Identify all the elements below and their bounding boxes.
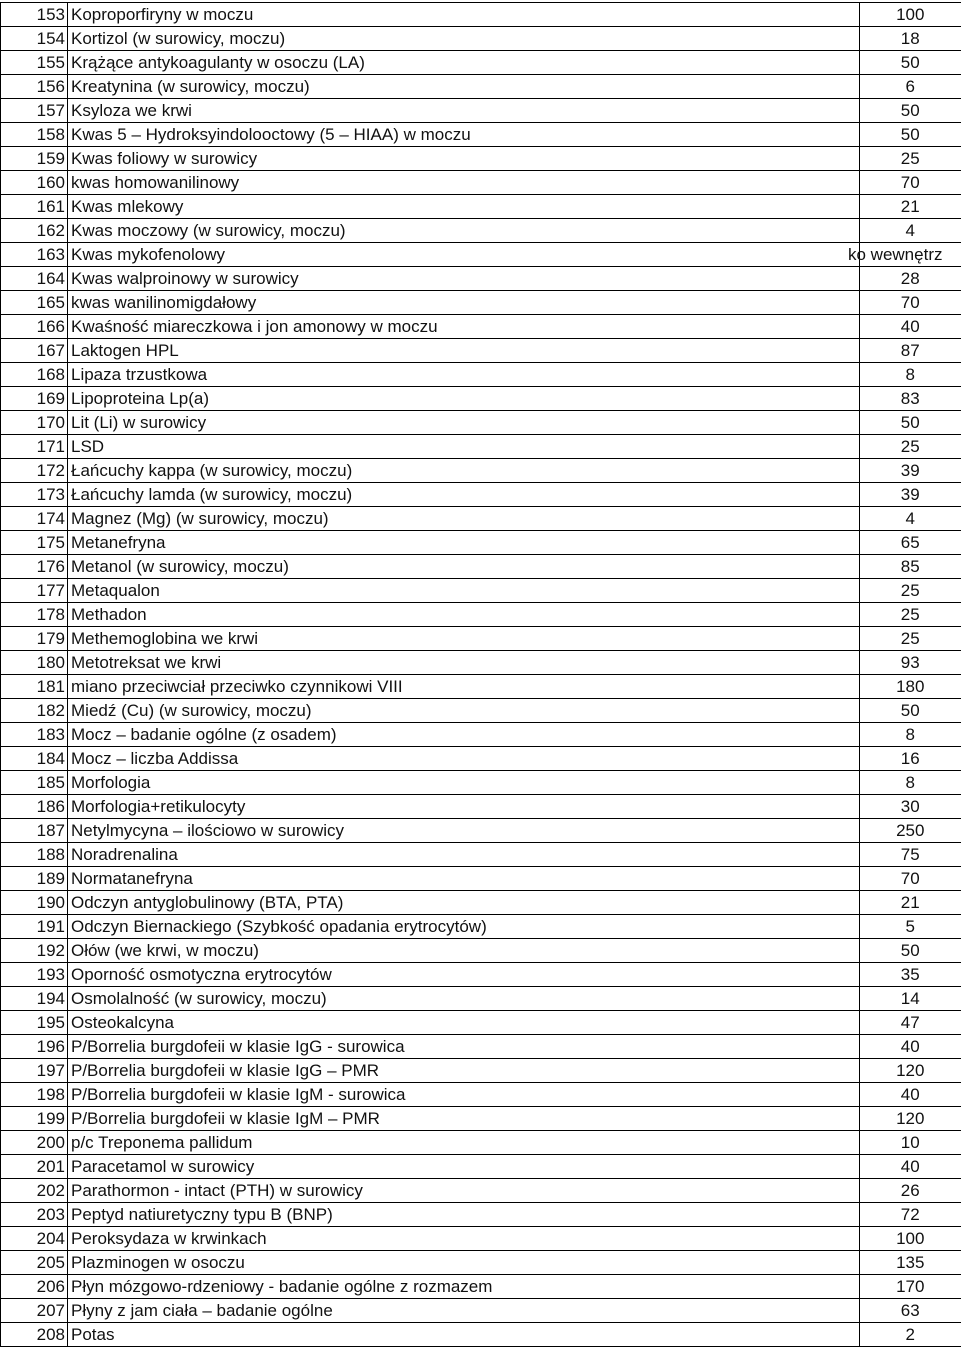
test-price — [860, 219, 961, 243]
test-price — [860, 1275, 961, 1299]
test-price — [860, 987, 961, 1011]
test-price — [860, 891, 961, 915]
test-name: Methemoglobina we krwi — [68, 627, 860, 651]
test-price-text: 50 — [900, 413, 920, 432]
test-price — [860, 747, 961, 771]
test-price-text: 25 — [900, 149, 920, 168]
test-price-text: 72 — [900, 1205, 920, 1224]
table-row — [1, 1179, 961, 1203]
row-number: 205 — [1, 1251, 68, 1275]
test-name: Paracetamol w surowicy — [68, 1155, 860, 1179]
test-price-text: 100 — [896, 5, 925, 24]
test-name: LSD — [68, 435, 860, 459]
test-name: P/Borrelia burgdofeii w klasie IgG - surowica — [68, 1035, 860, 1059]
table-row — [1, 723, 961, 747]
row-number: 161 — [1, 195, 68, 219]
table-row — [1, 699, 961, 723]
test-price — [860, 843, 961, 867]
table-row — [1, 675, 961, 699]
row-number: 165 — [1, 291, 68, 315]
test-price — [860, 867, 961, 891]
test-price — [860, 651, 961, 675]
row-number: 156 — [1, 75, 68, 99]
table-row — [1, 219, 961, 243]
row-number: 177 — [1, 579, 68, 603]
test-price — [860, 51, 961, 75]
test-price-text: 50 — [900, 53, 920, 72]
table-row — [1, 1083, 961, 1107]
test-price-text: 87 — [900, 341, 920, 360]
table-row — [1, 795, 961, 819]
test-name: Kwaśność miareczkowa i jon amonowy w moczu — [68, 315, 860, 339]
row-number: 162 — [1, 219, 68, 243]
table-row — [1, 99, 961, 123]
test-price-text: 47 — [900, 1013, 920, 1032]
test-price — [860, 459, 961, 483]
test-price-text: 250 — [896, 821, 925, 840]
test-name: Kreatynina (w surowicy, moczu) — [68, 75, 860, 99]
row-number: 169 — [1, 387, 68, 411]
row-number: 199 — [1, 1107, 68, 1131]
test-name: Metanefryna — [68, 531, 860, 555]
test-price-text: 40 — [900, 1157, 920, 1176]
test-price — [860, 363, 961, 387]
test-name: Noradrenalina — [68, 843, 860, 867]
table-row — [1, 51, 961, 75]
table-row — [1, 867, 961, 891]
test-name: Morfologia — [68, 771, 860, 795]
table-row — [1, 363, 961, 387]
table-row — [1, 483, 961, 507]
test-name: Lipoproteina Lp(a) — [68, 387, 860, 411]
row-number: 174 — [1, 507, 68, 531]
table-row — [1, 1035, 961, 1059]
test-price — [860, 939, 961, 963]
test-price-text: 25 — [900, 605, 920, 624]
row-number: 153 — [1, 3, 68, 27]
test-price — [848, 243, 961, 267]
test-price-text: 70 — [900, 869, 920, 888]
test-price — [860, 1203, 961, 1227]
test-name: Ksyloza we krwi — [68, 99, 860, 123]
test-price-text: 75 — [900, 845, 920, 864]
table-row — [1, 243, 961, 267]
row-number: 166 — [1, 315, 68, 339]
test-price-text: 93 — [900, 653, 920, 672]
table-row — [1, 507, 961, 531]
test-price — [860, 1011, 961, 1035]
test-price-text: 25 — [900, 629, 920, 648]
test-price-text: 25 — [900, 437, 920, 456]
test-price — [860, 1035, 961, 1059]
test-price — [860, 1083, 961, 1107]
test-price-text: 70 — [900, 173, 920, 192]
test-name: Miedź (Cu) (w surowicy, moczu) — [68, 699, 860, 723]
table-row — [1, 891, 961, 915]
row-number: 208 — [1, 1323, 68, 1347]
table-row — [1, 1059, 961, 1083]
row-number: 164 — [1, 267, 68, 291]
test-price — [860, 603, 961, 627]
row-number: 189 — [1, 867, 68, 891]
row-number: 184 — [1, 747, 68, 771]
test-price-text: 26 — [900, 1181, 920, 1200]
test-price — [860, 3, 961, 27]
test-price-text: 39 — [900, 485, 920, 504]
test-price-text: 85 — [900, 557, 920, 576]
test-price-text: 16 — [900, 749, 920, 768]
test-price — [860, 723, 961, 747]
test-price-text: 40 — [900, 1085, 920, 1104]
test-price — [860, 435, 961, 459]
test-name: Metanol (w surowicy, moczu) — [68, 555, 860, 579]
test-price-text: 170 — [896, 1277, 925, 1296]
table-row — [1, 555, 961, 579]
row-number: 159 — [1, 147, 68, 171]
row-number: 179 — [1, 627, 68, 651]
test-name: Methadon — [68, 603, 860, 627]
table-row — [1, 411, 961, 435]
test-price-text: 63 — [900, 1301, 920, 1320]
test-name: Płyny z jam ciała – badanie ogólne — [68, 1299, 860, 1323]
row-number: 203 — [1, 1203, 68, 1227]
test-price-text: 18 — [900, 29, 920, 48]
test-price-text: 40 — [900, 317, 920, 336]
row-number: 157 — [1, 99, 68, 123]
test-price — [860, 507, 961, 531]
table-row — [1, 1107, 961, 1131]
row-number: 186 — [1, 795, 68, 819]
price-table — [0, 2, 961, 1347]
test-name: Koproporfiryny w moczu — [68, 3, 860, 27]
test-price — [860, 315, 961, 339]
test-name: kwas homowanilinowy — [68, 171, 860, 195]
test-name: miano przeciwciał przeciwko czynnikowi VIII — [68, 675, 860, 699]
test-price — [860, 147, 961, 171]
row-number: 183 — [1, 723, 68, 747]
test-price-text: 70 — [900, 293, 920, 312]
test-price — [860, 195, 961, 219]
row-number: 182 — [1, 699, 68, 723]
test-price — [860, 963, 961, 987]
test-price — [860, 795, 961, 819]
test-price — [860, 75, 961, 99]
test-price-text: 40 — [900, 1037, 920, 1056]
table-row — [1, 339, 961, 363]
test-name: P/Borrelia burgdofeii w klasie IgM - surowica — [68, 1083, 860, 1107]
test-price — [860, 1251, 961, 1275]
test-name: Mocz – badanie ogólne (z osadem) — [68, 723, 860, 747]
table-row — [1, 747, 961, 771]
test-name: Płyn mózgowo-rdzeniowy - badanie ogólne z rozmazem — [68, 1275, 860, 1299]
test-name: Osteokalcyna — [68, 1011, 860, 1035]
row-number: 195 — [1, 1011, 68, 1035]
table-row — [1, 1131, 961, 1155]
test-price — [860, 579, 961, 603]
test-name: P/Borrelia burgdofeii w klasie IgG – PMR — [68, 1059, 860, 1083]
test-name: Kwas moczowy (w surowicy, moczu) — [68, 219, 860, 243]
test-name: Łańcuchy kappa (w surowicy, moczu) — [68, 459, 860, 483]
test-price — [860, 1155, 961, 1179]
test-price — [860, 1179, 961, 1203]
row-number: 204 — [1, 1227, 68, 1251]
table-row — [1, 651, 961, 675]
row-number: 206 — [1, 1275, 68, 1299]
row-number: 196 — [1, 1035, 68, 1059]
test-price — [860, 1299, 961, 1323]
test-name: Odczyn Biernackiego (Szybkość opadania erytrocytów) — [68, 915, 860, 939]
row-number: 188 — [1, 843, 68, 867]
test-price-text: 50 — [900, 701, 920, 720]
test-name: Mocz – liczba Addissa — [68, 747, 860, 771]
test-price-text: 50 — [900, 125, 920, 144]
test-price — [860, 1059, 961, 1083]
test-price-text: 14 — [900, 989, 920, 1008]
row-number: 176 — [1, 555, 68, 579]
test-price — [860, 819, 961, 843]
test-name: Kwas mlekowy — [68, 195, 860, 219]
row-number: 167 — [1, 339, 68, 363]
test-price-text: 2 — [905, 1325, 915, 1344]
row-number: 154 — [1, 27, 68, 51]
table-body — [1, 3, 961, 1347]
row-number: 187 — [1, 819, 68, 843]
test-price-text: 100 — [896, 1229, 925, 1248]
test-price — [860, 291, 961, 315]
row-number: 163 — [1, 243, 68, 267]
test-name: Lipaza trzustkowa — [68, 363, 860, 387]
test-name: Kwas walproinowy w surowicy — [68, 267, 860, 291]
test-name: Normatanefryna — [68, 867, 860, 891]
test-name: Netylmycyna – ilościowo w surowicy — [68, 819, 860, 843]
test-price-text: 28 — [900, 269, 920, 288]
table-row — [1, 1275, 961, 1299]
test-price-text: 50 — [900, 101, 920, 120]
row-number: 171 — [1, 435, 68, 459]
row-number: 160 — [1, 171, 68, 195]
test-name: Plazminogen w osoczu — [68, 1251, 860, 1275]
test-price — [860, 699, 961, 723]
test-price-text: 5 — [905, 917, 915, 936]
row-number: 202 — [1, 1179, 68, 1203]
table-row — [1, 387, 961, 411]
table-row — [1, 771, 961, 795]
row-number: 194 — [1, 987, 68, 1011]
table-row — [1, 603, 961, 627]
row-number: 173 — [1, 483, 68, 507]
row-number: 172 — [1, 459, 68, 483]
test-price — [860, 123, 961, 147]
table-row — [1, 267, 961, 291]
test-price-text: 30 — [900, 797, 920, 816]
row-number: 178 — [1, 603, 68, 627]
test-name: Osmolalność (w surowicy, moczu) — [68, 987, 860, 1011]
test-name: Oporność osmotyczna erytrocytów — [68, 963, 860, 987]
test-name: Odczyn antyglobulinowy (BTA, PTA) — [68, 891, 860, 915]
test-price-text: ko wewnętrz — [848, 245, 943, 264]
test-price-text: 6 — [905, 77, 915, 96]
table-row — [1, 915, 961, 939]
table-row — [1, 27, 961, 51]
test-name: Kwas mykofenolowy — [68, 243, 860, 267]
test-price-text: 35 — [900, 965, 920, 984]
table-row — [1, 579, 961, 603]
test-price — [860, 915, 961, 939]
row-number: 190 — [1, 891, 68, 915]
test-name: Kwas 5 – Hydroksyindolooctowy (5 – HIAA) w moczu — [68, 123, 860, 147]
test-name: Parathormon - intact (PTH) w surowicy — [68, 1179, 860, 1203]
test-price-text: 8 — [905, 773, 915, 792]
table-row — [1, 315, 961, 339]
test-price-text: 65 — [900, 533, 920, 552]
test-name: Kwas foliowy w surowicy — [68, 147, 860, 171]
test-price — [860, 171, 961, 195]
table-row — [1, 75, 961, 99]
test-price-text: 180 — [896, 677, 925, 696]
row-number: 192 — [1, 939, 68, 963]
row-number: 201 — [1, 1155, 68, 1179]
table-row — [1, 987, 961, 1011]
table-row — [1, 1299, 961, 1323]
test-price-text: 83 — [900, 389, 920, 408]
test-price-text: 4 — [905, 509, 915, 528]
table-row — [1, 195, 961, 219]
test-price-text: 25 — [900, 581, 920, 600]
row-number: 185 — [1, 771, 68, 795]
table-row — [1, 435, 961, 459]
test-name: Morfologia+retikulocyty — [68, 795, 860, 819]
test-name: Laktogen HPL — [68, 339, 860, 363]
table-row — [1, 171, 961, 195]
test-price — [860, 531, 961, 555]
table-row — [1, 627, 961, 651]
test-name: Łańcuchy lamda (w surowicy, moczu) — [68, 483, 860, 507]
table-row — [1, 459, 961, 483]
test-name: Potas — [68, 1323, 860, 1347]
table-row — [1, 1011, 961, 1035]
test-name: Krążące antykoagulanty w osoczu (LA) — [68, 51, 860, 75]
test-price — [860, 339, 961, 363]
test-name: Peroksydaza w krwinkach — [68, 1227, 860, 1251]
row-number: 168 — [1, 363, 68, 387]
test-price — [860, 627, 961, 651]
table-row — [1, 939, 961, 963]
table-row — [1, 843, 961, 867]
table-row — [1, 819, 961, 843]
test-price-text: 10 — [900, 1133, 920, 1152]
test-price — [860, 483, 961, 507]
test-price-text: 120 — [896, 1061, 925, 1080]
test-name: kwas wanilinomigdałowy — [68, 291, 860, 315]
table-row — [1, 3, 961, 27]
row-number: 181 — [1, 675, 68, 699]
test-name: P/Borrelia burgdofeii w klasie IgM – PMR — [68, 1107, 860, 1131]
test-price — [860, 267, 961, 291]
table-row — [1, 1227, 961, 1251]
test-price-text: 4 — [905, 221, 915, 240]
test-name: p/c Treponema pallidum — [68, 1131, 860, 1155]
table-row — [1, 147, 961, 171]
test-price — [860, 1227, 961, 1251]
row-number: 191 — [1, 915, 68, 939]
row-number: 175 — [1, 531, 68, 555]
row-number: 197 — [1, 1059, 68, 1083]
row-number: 158 — [1, 123, 68, 147]
table-row — [1, 1323, 961, 1347]
table-row — [1, 1251, 961, 1275]
test-price-text: 21 — [900, 197, 920, 216]
table-row — [1, 1155, 961, 1179]
test-price — [860, 675, 961, 699]
test-name: Lit (Li) w surowicy — [68, 411, 860, 435]
test-price-text: 120 — [896, 1109, 925, 1128]
test-price-text: 135 — [896, 1253, 925, 1272]
test-price-text: 8 — [905, 365, 915, 384]
table-row — [1, 123, 961, 147]
table-row — [1, 291, 961, 315]
test-price — [860, 771, 961, 795]
table-row — [1, 531, 961, 555]
test-price — [860, 27, 961, 51]
test-price-text: 8 — [905, 725, 915, 744]
test-name: Peptyd natiuretyczny typu B (BNP) — [68, 1203, 860, 1227]
test-price-text: 50 — [900, 941, 920, 960]
test-price — [860, 1131, 961, 1155]
row-number: 170 — [1, 411, 68, 435]
test-price — [860, 555, 961, 579]
test-price — [860, 99, 961, 123]
test-name: Magnez (Mg) (w surowicy, moczu) — [68, 507, 860, 531]
test-name: Ołów (we krwi, w moczu) — [68, 939, 860, 963]
row-number: 193 — [1, 963, 68, 987]
row-number: 180 — [1, 651, 68, 675]
test-name: Kortizol (w surowicy, moczu) — [68, 27, 860, 51]
table-row — [1, 1203, 961, 1227]
test-price-text: 39 — [900, 461, 920, 480]
row-number: 155 — [1, 51, 68, 75]
table-row — [1, 963, 961, 987]
test-price — [860, 387, 961, 411]
test-price — [860, 1323, 961, 1347]
test-price-text: 21 — [900, 893, 920, 912]
test-name: Metaqualon — [68, 579, 860, 603]
test-name: Metotreksat we krwi — [68, 651, 860, 675]
row-number: 200 — [1, 1131, 68, 1155]
test-price — [860, 411, 961, 435]
row-number: 198 — [1, 1083, 68, 1107]
test-price — [860, 1107, 961, 1131]
row-number: 207 — [1, 1299, 68, 1323]
